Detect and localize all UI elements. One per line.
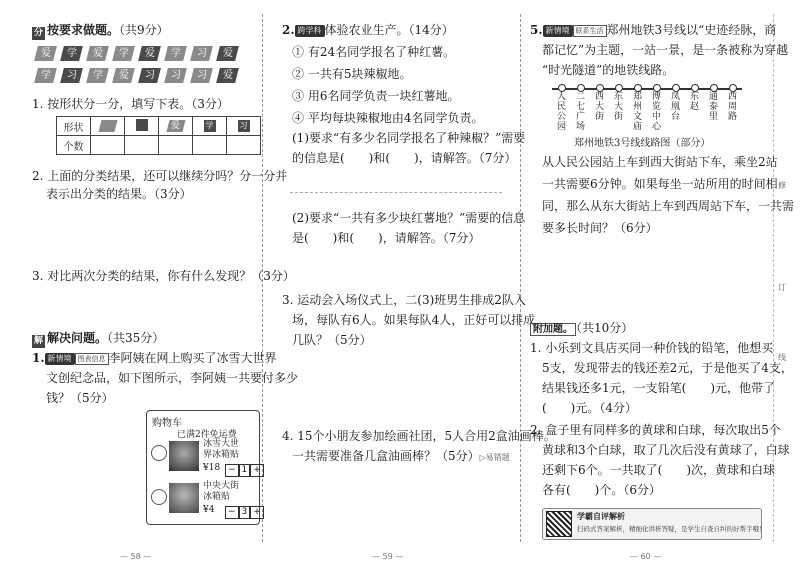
station-dot-icon (691, 84, 699, 92)
bonus-title: 附加题。 (530, 323, 576, 336)
item-2-price: ¥4 (203, 505, 215, 515)
parallelogram-icon (98, 120, 117, 132)
question-4-line-2: 一共需要准备几盒油画棒？（5分）▷易错题 (292, 449, 510, 463)
table-shape-cell (125, 117, 159, 136)
character-card: 爱 (34, 46, 57, 61)
station-label: 博览中心 (651, 92, 661, 132)
tag-badge: 新情境 (45, 353, 75, 365)
bonus-1-line-3: 结果钱还多1元，一支铅笔( )元，他带了 (542, 381, 775, 395)
bonus-2-line-1: 2. 盒子里有同样多的黄球和白球，每次取出5个 (530, 423, 781, 437)
bonus-2-line-2: 黄球和3个白球，取了几次后没有黄球了，白球 (542, 443, 790, 457)
character-card: 爱 (86, 46, 109, 61)
page-number: — 60 — (630, 552, 662, 561)
table-answer-cell[interactable] (193, 136, 227, 155)
column-divider-right (520, 14, 521, 542)
plus-button[interactable]: + (250, 464, 264, 477)
bonus-1-line-2: 5支，发现带去的钱还差2元，于是他买了4支， (542, 361, 793, 375)
character-card: 学 (112, 46, 135, 61)
minus-button[interactable]: − (225, 506, 239, 519)
problem-1-line-3: 钱？（5分） (46, 391, 114, 405)
qr-code-icon[interactable] (546, 511, 572, 537)
sub-question-1-line-2: 的信息是( )和( )，请解答。（7分） (292, 151, 517, 165)
station-dot-icon (672, 84, 680, 92)
question-5-line-2: 都记忆”为主题，一站一景，是一条被称为穿越 (542, 43, 789, 57)
station-label: 东赵 (689, 92, 699, 112)
question-3-line-3: 几队？（5分） (292, 333, 372, 347)
shopping-cart (146, 410, 260, 525)
select-radio[interactable] (151, 445, 167, 461)
page-number: — 59 — (372, 552, 404, 561)
question-5-body-2: 一共需要6分钟。如果每坐一站所用的时间相 (542, 177, 778, 191)
item-1-price: ¥18 (203, 463, 221, 473)
binding-label: 订 (778, 283, 786, 292)
station-label: 人民公园 (556, 92, 566, 132)
station-dot-icon (710, 84, 718, 92)
section-icon: 解 (33, 336, 43, 346)
info-item-2: ② 一共有5块辣椒地。 (292, 67, 412, 81)
character-card: 习 (190, 46, 213, 61)
product-image (169, 483, 199, 513)
minus-button[interactable]: − (225, 464, 239, 477)
tag-badge: 跨学科 (295, 25, 325, 37)
question-3-line-1: 3. 运动会入场仪式上，二(3)班男生排成2队入 (282, 293, 526, 307)
station-label: 通泰里 (708, 92, 718, 122)
parallelogram-icon: 爱 (166, 120, 185, 132)
question-2-line-1: 2. 上面的分类结果，还可以继续分吗？分一分并 (32, 169, 288, 183)
quantity-value: 1 (239, 464, 251, 477)
self-check-banner (542, 508, 766, 540)
sub-question-2-line-2: 是( )和( )，请解答。（7分） (292, 231, 481, 245)
cart-title: 购物车 (152, 418, 182, 429)
item-1-name: 冰雪大世 界冰箱贴 (203, 439, 240, 460)
question-5-line-3: “时光隧道”的地铁线路。 (542, 63, 675, 77)
station-label: 东大街 (613, 92, 623, 122)
question-3: 3. 对比两次分类的结果，你有什么发现？（3分） (32, 269, 295, 283)
section-icon: 分 (33, 28, 43, 38)
station-label: 西周路 (727, 92, 737, 122)
station-dot-icon (615, 84, 623, 92)
item-1-quantity (225, 461, 264, 477)
station-label: 西大街 (594, 92, 604, 122)
table-answer-cell[interactable] (159, 136, 193, 155)
question-1: 1. 按形状分一分，填写下表。（3分） (32, 97, 229, 111)
station-dot-icon (653, 84, 661, 92)
question-2-line-2: 表示出分类的结果。（3分） (46, 187, 192, 201)
tag-badge: 联系生活 (573, 25, 607, 37)
quantity-value: 3 (239, 506, 251, 519)
binding-label: 修 (778, 181, 786, 190)
bonus-1-line-4: ( )元。（4分） (542, 401, 637, 415)
section-header-solve: 解 解决问题。（共35分） (33, 331, 165, 346)
plus-button[interactable]: + (250, 506, 264, 519)
binding-label: 线 (778, 353, 786, 362)
sub-question-2-line-1: (2)要求“一共有多少块红薯地？”需要的信息 (292, 211, 526, 225)
station-dot-icon (558, 84, 566, 92)
sub-question-1-line-1: (1)要求“有多少名同学报名了种辣椒？”需要 (292, 131, 526, 145)
info-item-4: ④ 平均每块辣椒地由4名同学负责。 (292, 111, 484, 125)
character-card: 学 (164, 46, 187, 61)
character-card: 爱 (216, 68, 239, 83)
table-answer-cell[interactable] (227, 136, 261, 155)
table-shape-cell (227, 117, 261, 136)
character-card: 学 (86, 68, 109, 83)
station-label: 郑州文庙 (632, 92, 642, 132)
question-2-title: 2. 跨学科 体验农业生产。（14分） (282, 23, 454, 37)
table-answer-cell[interactable] (125, 136, 159, 155)
character-card: 爱 (138, 46, 161, 61)
problem-1-line-2: 文创纪念品，如下图所示，李阿姨一共要付多少 (46, 371, 299, 385)
question-5-body-3: 同，那么从东大街站上车到西周站下车，一共需 (542, 199, 795, 213)
character-card: 学 (60, 46, 83, 61)
table-label-shape: 形状 (57, 117, 91, 136)
station-label: 二七广场 (575, 92, 585, 132)
station-dot-icon (634, 84, 642, 92)
problem-1-line-1: 1. 新情境 图表信息 李阿姨在网上购买了冰雪大世界 (32, 351, 277, 365)
page-number: — 58 — (120, 552, 152, 561)
station-dot-icon (577, 84, 585, 92)
question-5-body-1: 从人民公园站上车到西大街站下车，乘坐2站 (542, 155, 778, 169)
character-card: 学 (34, 68, 57, 83)
character-card: 习 (138, 68, 161, 83)
station-label: 凤凰台 (670, 92, 680, 122)
question-5-body-4: 要多长时间？（6分） (542, 221, 658, 235)
tag-badge: 图表信息 (75, 353, 109, 365)
banner-title: 学霸自评解析 (577, 511, 625, 521)
question-3-line-2: 场，每队有6人。如果每队4人，正好可以排成 (292, 313, 536, 327)
item-2-name: 中央大街 冰箱贴 (203, 481, 240, 502)
select-radio[interactable] (151, 489, 167, 505)
question-4-line-1: 4. 15个小朋友参加绘画社团，5人合用2盒油画棒。 (282, 429, 556, 443)
map-caption: 郑州地铁3号线线路图（部分） (574, 138, 711, 149)
square-icon (136, 119, 148, 131)
item-2-quantity (225, 503, 264, 519)
station-dot-icon (596, 84, 604, 92)
station-dot-icon (729, 84, 737, 92)
cart-promo: 已满2件免运费 (177, 430, 237, 440)
table-shape-cell (193, 117, 227, 136)
character-card: 习 (60, 68, 83, 83)
table-shape-cell (91, 117, 125, 136)
bonus-1-line-1: 1. 小乐到文具店买同一种价钱的铅笔，他想买 (530, 341, 774, 355)
character-card: 爱 (112, 68, 135, 83)
section-header-classify: 分 按要求做题。（共9分） (33, 23, 169, 38)
hint-label: ▷易错题 (479, 453, 510, 462)
character-card: 爱 (216, 46, 239, 61)
info-item-1: ① 有24名同学报名了种红薯。 (292, 45, 456, 59)
separator (290, 192, 502, 193)
bonus-section-header: 附加题。 （共10分） (530, 320, 633, 338)
table-shape-cell (159, 117, 193, 136)
question-5-line-1: 5. 新情境 联系生活 郑州地铁3号线以“史迹经脉，商 (530, 23, 777, 37)
classification-table (56, 116, 261, 155)
product-image (169, 441, 199, 471)
table-label-count: 个数 (57, 136, 91, 155)
character-card: 习 (190, 68, 213, 83)
banner-text: 扫码式答案解析，精细化讲析答疑，是学生自查自纠的好帮手哦！ (577, 525, 766, 533)
info-item-3: ③ 用6名同学负责一块红薯地。 (292, 89, 460, 103)
square-icon: 习 (239, 121, 248, 130)
tag-badge: 新情境 (543, 25, 573, 37)
bonus-2-line-4: 各有( )个。（6分） (542, 483, 661, 497)
bonus-2-line-3: 还剩下6个。一共取了( )次，黄球和白球 (542, 463, 775, 477)
table-answer-cell[interactable] (91, 136, 125, 155)
square-icon: 学 (205, 121, 214, 130)
character-card: 习 (164, 68, 187, 83)
